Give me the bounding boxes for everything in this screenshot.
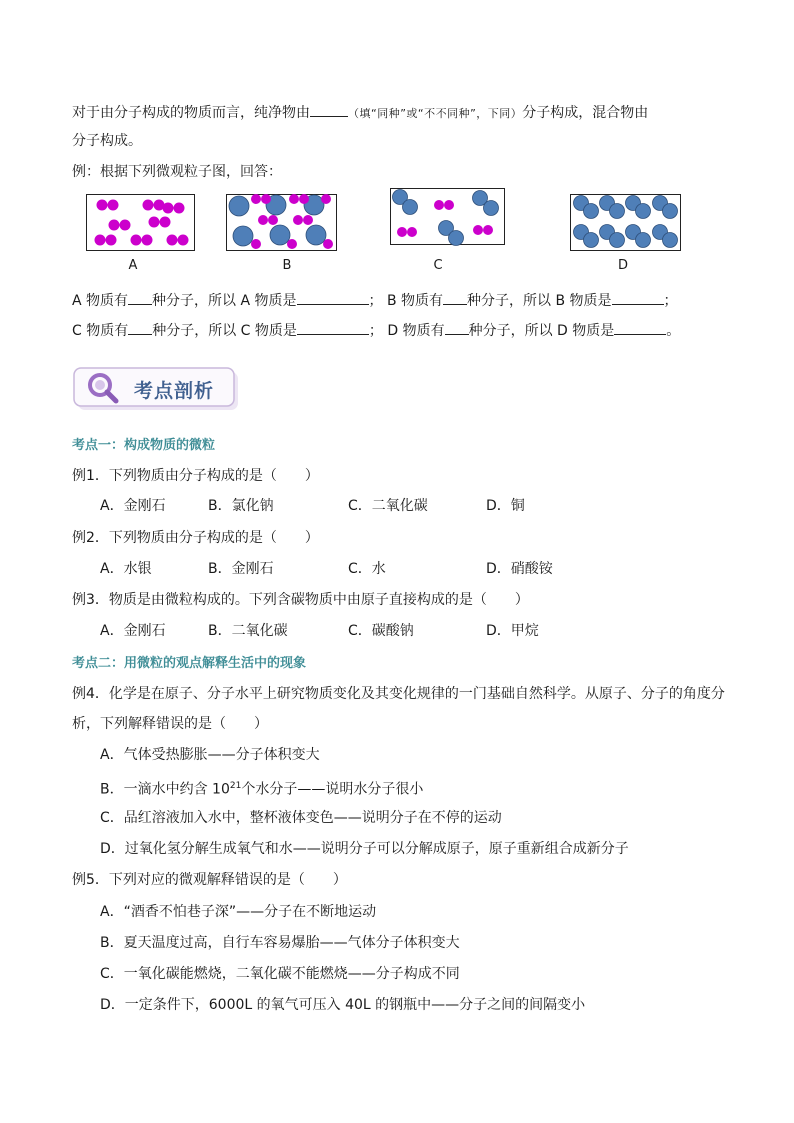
- q-c-mid: 种分子，所以 C 物质是: [152, 323, 297, 339]
- question-row-cd: [72, 320, 680, 341]
- example-2-stem: 例2．下列物质由分子构成的是（ ）: [72, 530, 319, 546]
- example-4-option-b-pre: B．一滴水中约含 10: [100, 781, 230, 798]
- example-1-option-c[interactable]: C．二氧化碳: [348, 498, 428, 514]
- example-2-option-b[interactable]: B．金刚石: [208, 561, 274, 577]
- example-2-option-d[interactable]: D．硝酸铵: [486, 561, 553, 577]
- example-1-option-d[interactable]: D．铜: [486, 498, 525, 514]
- diagram-label-c: C: [433, 258, 443, 273]
- topic-1-heading: 考点一：构成物质的微粒: [72, 438, 216, 453]
- intro-note: （填“同种”或“不不同种”，下同）: [348, 107, 523, 120]
- blank-a-count[interactable]: [128, 290, 152, 305]
- example-4-stem-line-1: 例4．化学是在原子、分子水平上研究物质变化及其变化规律的一门基础自然科学。从原子、分子的角度分: [72, 686, 725, 702]
- example-4-option-a[interactable]: A．气体受热膨胀——分子体积变大: [100, 747, 320, 763]
- section-badge-title: 考点剖析: [134, 380, 215, 402]
- blank-b-count[interactable]: [443, 290, 467, 305]
- diagram-a: [86, 194, 196, 252]
- example-4-stem-line-2: 析，下列解释错误的是（ ）: [72, 716, 268, 732]
- example-5-stem: 例5．下列对应的微观解释错误的是（ ）: [72, 872, 347, 888]
- q-b-mid: 种分子，所以 B 物质是: [467, 293, 612, 309]
- q-a-mid: 种分子，所以 A 物质是: [152, 293, 297, 309]
- diagram-b: [226, 194, 338, 252]
- diagram-label-a: A: [128, 258, 138, 273]
- example-4-option-d[interactable]: D．过氧化氢分解生成氧气和水——说明分子可以分解成原子，原子重新组合成新分子: [100, 841, 629, 857]
- example-1-option-a[interactable]: A．金刚石: [100, 498, 166, 514]
- q-d-pre: ； D 物质有: [368, 323, 445, 339]
- example-5-option-c[interactable]: C．一氧化碳能燃烧，二氧化碳不能燃烧——分子构成不同: [100, 966, 460, 982]
- q-c-pre: C 物质有: [72, 323, 129, 339]
- example-3-option-d[interactable]: D．甲烷: [486, 623, 539, 639]
- q-a-pre: A 物质有: [72, 293, 129, 309]
- diagram-c: [390, 188, 506, 246]
- example-4-option-b-exponent: 21: [229, 781, 242, 791]
- question-row-ab: [72, 290, 678, 311]
- example-2-option-c[interactable]: C．水: [348, 561, 386, 577]
- example-4-option-c[interactable]: C．品红溶液加入水中，整杯液体变色——说明分子在不停的运动: [100, 810, 502, 826]
- example-prompt: 例：根据下列微观粒子图，回答：: [72, 164, 282, 180]
- example-4-option-b[interactable]: [100, 776, 423, 800]
- example-5-option-a[interactable]: A．“酒香不怕巷子深”——分子在不断地运动: [100, 904, 377, 920]
- diagram-d: [570, 194, 682, 252]
- blank-pure[interactable]: [310, 102, 348, 117]
- example-1-stem: 例1．下列物质由分子构成的是（ ）: [72, 468, 319, 484]
- example-5-option-d[interactable]: D．一定条件下，6000L 的氧气可压入 40L 的钢瓶中——分子之间的间隔变小: [100, 997, 586, 1013]
- q-d-mid: 种分子，所以 D 物质是: [468, 323, 615, 339]
- example-3-option-c[interactable]: C．碳酸钠: [348, 623, 414, 639]
- topic-2-heading: 考点二：用微粒的观点解释生活中的现象: [72, 656, 307, 671]
- example-2-option-a[interactable]: A．水银: [100, 561, 152, 577]
- blank-c-type[interactable]: [297, 320, 369, 335]
- blank-a-type[interactable]: [297, 290, 369, 305]
- intro-line-2: [72, 130, 142, 151]
- q-d-end: 。: [666, 323, 681, 339]
- intro-text-b: 分子构成，混合物由: [522, 105, 649, 121]
- q-b-end: ；: [663, 293, 678, 309]
- intro-text-a: 对于由分子构成的物质而言，纯净物由: [72, 105, 310, 121]
- intro-text-c: 分子构成。: [72, 133, 142, 149]
- example-3-option-b[interactable]: B．二氧化碳: [208, 623, 288, 639]
- section-badge: [72, 366, 240, 412]
- blank-c-count[interactable]: [128, 320, 152, 335]
- example-3-stem: 例3．物质是由微粒构成的。下列含碳物质中由原子直接构成的是（ ）: [72, 592, 529, 608]
- blank-d-type[interactable]: [614, 320, 666, 335]
- example-5-option-b[interactable]: B．夏天温度过高，自行车容易爆胎——气体分子体积变大: [100, 935, 460, 951]
- blank-d-count[interactable]: [445, 320, 469, 335]
- blank-b-type[interactable]: [612, 290, 664, 305]
- diagram-label-d: D: [617, 258, 628, 273]
- q-b-pre: ； B 物质有: [368, 293, 444, 309]
- intro-line-1: [72, 102, 648, 124]
- search-icon: [86, 371, 120, 405]
- example-4-option-b-post: 个水分子——说明水分子很小: [241, 781, 424, 798]
- example-3-option-a[interactable]: A．金刚石: [100, 623, 166, 639]
- diagram-label-b: B: [282, 258, 292, 273]
- example-1-option-b[interactable]: B．氯化钠: [208, 498, 274, 514]
